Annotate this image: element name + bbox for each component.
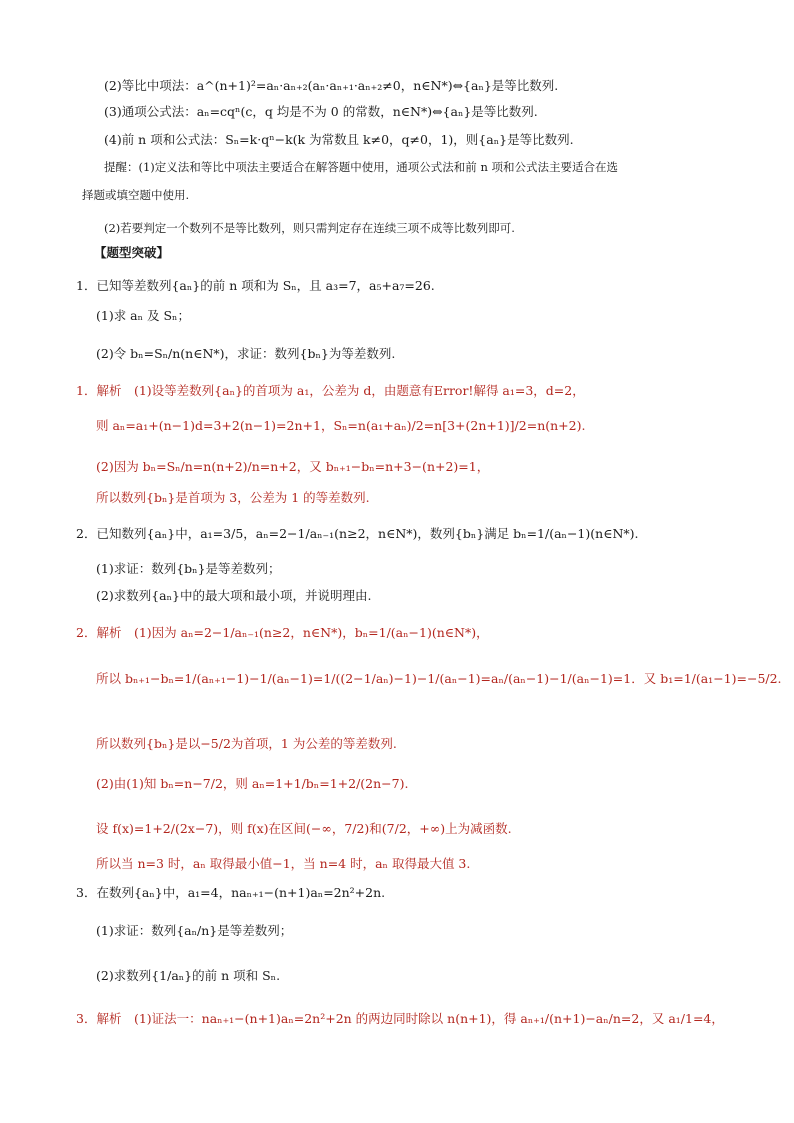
tip-1-line-a: 提醒：(1)定义法和等比中项法主要适合在解答题中使用，通项公式法和前 n 项和公式法主要适合在选 xyxy=(104,160,619,174)
method-item-4: (4)前 n 项和公式法：Sₙ=k·qⁿ−k(k 为常数且 k≠0，q≠0，1)，则{aₙ}是等比数列. xyxy=(104,132,574,147)
solution-2-line-3: 所以数列{bₙ}是以−5/2为首项，1 为公差的等差数列. xyxy=(96,736,397,751)
solution-1-line-2: 则 aₙ=a₁+(n−1)d=3+2(n−1)=2n+1，Sₙ=n(a₁+aₙ)/2=n[3+(2n+1)]/2=n(n+2). xyxy=(96,418,586,433)
problem-1-part-1: (1)求 aₙ 及 Sₙ； xyxy=(96,308,190,323)
problem-3-part-1: (1)求证：数列{aₙ/n}是等差数列； xyxy=(96,923,293,938)
tip-2: (2)若要判定一个数列不是等比数列，则只需判定存在连续三项不成等比数列即可. xyxy=(104,221,515,235)
problem-2-part-2: (2)求数列{aₙ}中的最大项和最小项，并说明理由. xyxy=(96,588,372,603)
solution-1-line-3: (2)因为 bₙ=Sₙ/n=n(n+2)/n=n+2，又 bₙ₊₁−bₙ=n+3−(n+2)=1， xyxy=(96,459,490,474)
solution-1-line-4: 所以数列{bₙ}是首项为 3，公差为 1 的等差数列. xyxy=(96,490,370,505)
problem-1-stem: 1．已知等差数列{aₙ}的前 n 项和为 Sₙ，且 a₃=7，a₅+a₇=26. xyxy=(76,278,435,293)
solution-2-line-4: (2)由(1)知 bₙ=n−7/2，则 aₙ=1+1/bₙ=1+2/(2n−7). xyxy=(96,776,409,791)
method-item-3: (3)通项公式法：aₙ=cqⁿ(c，q 均是不为 0 的常数，n∈N*)⇔{aₙ}是等比数列. xyxy=(104,104,538,119)
method-item-2: (2)等比中项法：a^(n+1)²=aₙ·aₙ₊₂(aₙ·aₙ₊₁·aₙ₊₂≠0，n∈N*)⇔{aₙ}是等比数列. xyxy=(104,78,559,93)
solution-2-line-2: 所以 bₙ₊₁−bₙ=1/(aₙ₊₁−1)−1/(aₙ−1)=1/((2−1/aₙ)−1)−1/(aₙ−1)=aₙ/(aₙ−1)−1/(aₙ−1)=1．又 b₁=1/(a₁−1)=−5/2. xyxy=(96,671,782,686)
solution-2-line-6: 所以当 n=3 时，aₙ 取得最小值−1，当 n=4 时，aₙ 取得最大值 3. xyxy=(96,856,471,871)
solution-2-line-5: 设 f(x)=1+2/(2x−7)，则 f(x)在区间(−∞，7/2)和(7/2，+∞)上为减函数. xyxy=(96,821,512,836)
problem-1-part-2: (2)令 bₙ=Sₙ/n(n∈N*)，求证：数列{bₙ}为等差数列. xyxy=(96,346,396,361)
solution-3-line-1: 3．解析 (1)证法一：naₙ₊₁−(n+1)aₙ=2n²+2n 的两边同时除以 n(n+1)，得 aₙ₊₁/(n+1)−aₙ/n=2，又 a₁/1=4， xyxy=(76,1011,724,1026)
solution-2-line-1: 2．解析 (1)因为 aₙ=2−1/aₙ₋₁(n≥2，n∈N*)，bₙ=1/(aₙ−1)(n∈N*)， xyxy=(76,625,489,640)
problem-3-part-2: (2)求数列{1/aₙ}的前 n 项和 Sₙ. xyxy=(96,968,281,983)
tip-1-line-b: 择题或填空题中使用. xyxy=(82,188,190,202)
solution-1-line-1: 1．解析 (1)设等差数列{aₙ}的首项为 a₁，公差为 d，由题意有Error!解得 a₁=3，d=2， xyxy=(76,383,585,398)
problem-2-stem: 2．已知数列{aₙ}中，a₁=3/5，aₙ=2−1/aₙ₋₁(n≥2，n∈N*)，数列{bₙ}满足 bₙ=1/(aₙ−1)(n∈N*). xyxy=(76,526,639,541)
problem-3-stem: 3．在数列{aₙ}中，a₁=4，naₙ₊₁−(n+1)aₙ=2n²+2n. xyxy=(76,885,386,900)
problem-2-part-1: (1)求证：数列{bₙ}是等差数列； xyxy=(96,561,281,576)
section-title: 【题型突破】 xyxy=(94,245,170,260)
